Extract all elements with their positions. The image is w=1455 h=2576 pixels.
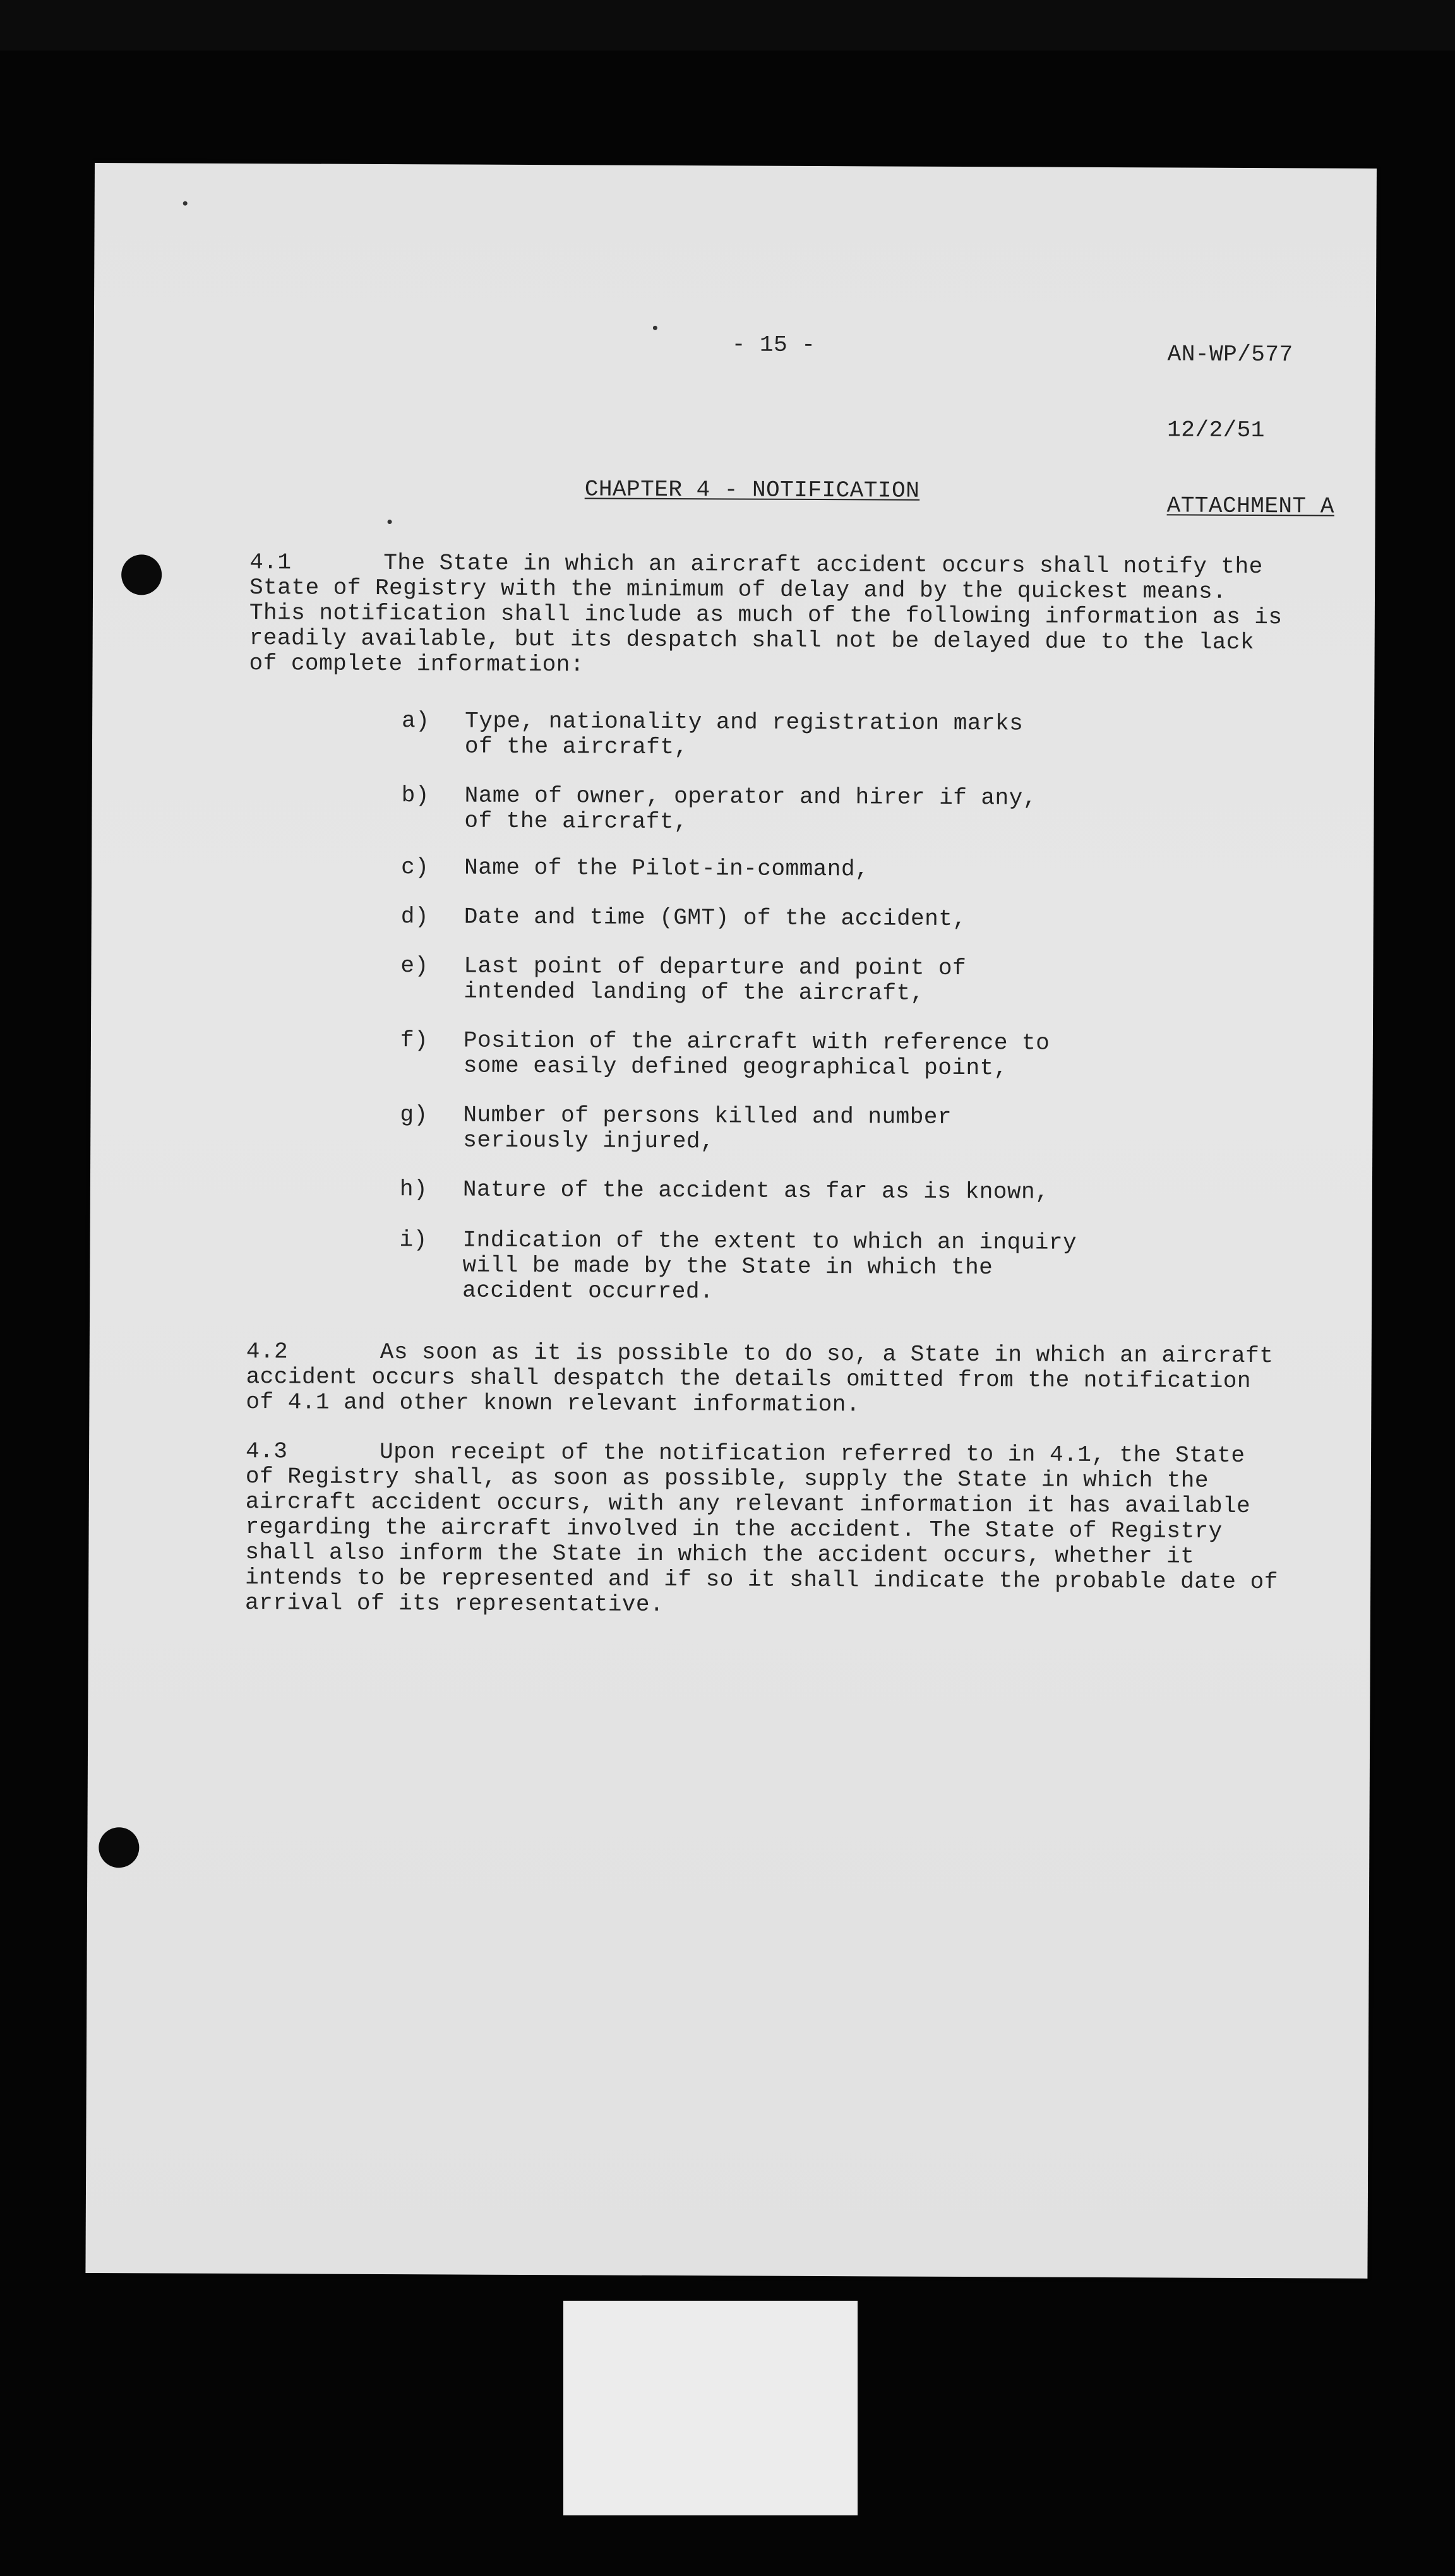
item-letter: a) bbox=[402, 708, 430, 734]
attachment-label: ATTACHMENT A bbox=[1166, 492, 1334, 520]
item-letter: h) bbox=[399, 1176, 428, 1203]
item-text: Name of owner, operator and hirer if any, of the aircraft, bbox=[464, 782, 1037, 835]
chapter-title: CHAPTER 4 - NOTIFICATION bbox=[584, 476, 920, 504]
punch-hole-top bbox=[121, 554, 162, 595]
list-item bbox=[400, 1177, 1221, 1206]
item-text: Position of the aircraft with reference to some easily defined geographical point, bbox=[463, 1027, 1050, 1082]
item-text: Nature of the accident as far as is known, bbox=[462, 1176, 1050, 1205]
item-text: Last point of departure and point of intended landing of the aircraft, bbox=[464, 953, 967, 1006]
section-number: 4.3 bbox=[246, 1438, 288, 1465]
list-item bbox=[401, 855, 1222, 884]
speck bbox=[653, 326, 657, 330]
section-4-2 bbox=[246, 1339, 1282, 1419]
section-4-1-intro bbox=[249, 550, 1285, 681]
item-letter: f) bbox=[400, 1027, 429, 1054]
section-4-3 bbox=[245, 1439, 1281, 1620]
speck bbox=[183, 201, 188, 206]
document-page bbox=[85, 163, 1377, 2279]
item-text: Name of the Pilot-in-command, bbox=[464, 854, 870, 883]
document-date: 12/2/51 bbox=[1167, 417, 1265, 444]
item-text: Indication of the extent to which an inquiry will be made by the State in which the accident occurred. bbox=[462, 1227, 1077, 1305]
page-number: - 15 - bbox=[731, 331, 816, 358]
item-text: Number of persons killed and number seriously injured, bbox=[463, 1102, 952, 1155]
list-item bbox=[402, 708, 1223, 763]
speck bbox=[388, 520, 392, 524]
section-number: 4.2 bbox=[246, 1339, 289, 1365]
section-text: Upon receipt of the notification referred to in 4.1, the State of Registry shall, as soon as possible, supply the State in which the aircraft accident occurs, with any relevant information it has available regarding the aircraft involved in the accident. The State of Registry shall also inform the State in which the accident occurs, whether it intends to be represented and if so it shall indicate the probable date of arrival of its representative. bbox=[244, 1438, 1278, 1618]
blank-card bbox=[563, 2301, 858, 2515]
document-reference-block bbox=[1166, 291, 1335, 569]
item-letter: b) bbox=[401, 782, 429, 809]
item-letter: g) bbox=[400, 1102, 428, 1128]
list-item bbox=[399, 1227, 1221, 1307]
item-text: Type, nationality and registration marks of the aircraft, bbox=[464, 708, 1024, 761]
film-edge bbox=[0, 0, 1455, 51]
list-item bbox=[400, 953, 1221, 1008]
item-letter: c) bbox=[401, 854, 429, 881]
list-item bbox=[400, 1028, 1221, 1082]
section-text: As soon as it is possible to do so, a State in which an aircraft accident occurs shall despatch the details omitted from the notification of 4.1 and other known relevant information. bbox=[246, 1339, 1274, 1418]
section-number: 4.1 bbox=[249, 549, 292, 576]
item-letter: i) bbox=[399, 1227, 428, 1253]
list-item bbox=[401, 904, 1222, 933]
item-letter: d) bbox=[400, 903, 429, 930]
reference-number: AN-WP/577 bbox=[1167, 341, 1293, 368]
punch-hole-bottom bbox=[99, 1827, 139, 1868]
section-4-1 bbox=[249, 550, 1285, 681]
list-item bbox=[401, 783, 1222, 837]
section-text: The State in which an aircraft accident occurs shall notify the State of Registry with the minimum of delay and by the quickest means. This notification shall include as much of the following information as is readily available, but its despatch shall not be delayed due to the lack of complete information: bbox=[249, 550, 1283, 678]
list-item bbox=[400, 1102, 1221, 1157]
item-text: Date and time (GMT) of the accident, bbox=[464, 903, 967, 933]
item-letter: e) bbox=[400, 953, 429, 979]
